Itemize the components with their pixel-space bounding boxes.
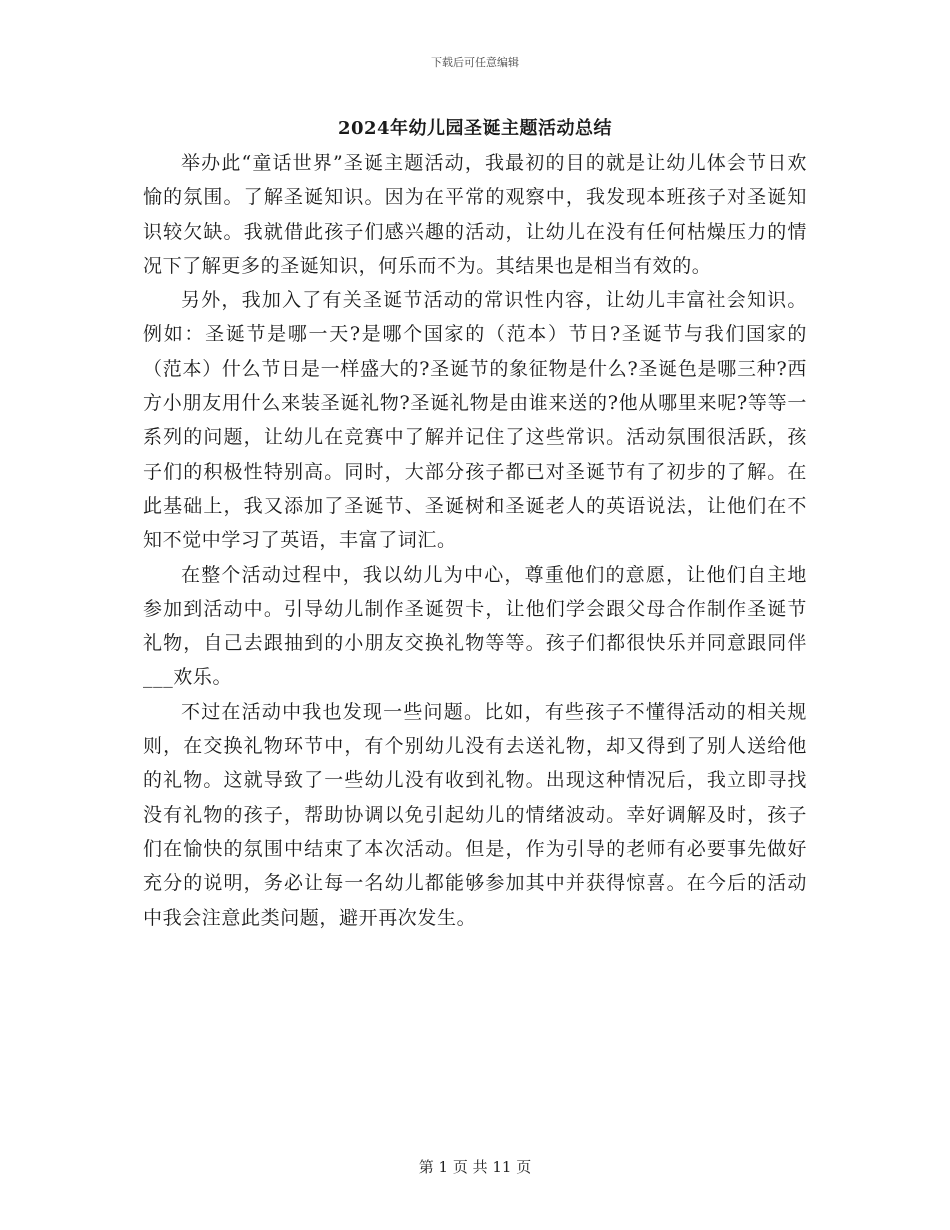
paragraph-1: 举办此“童话世界”圣诞主题活动，我最初的目的就是让幼儿体会节日欢愉的氛围。了解圣诞知识。因为在平常的观察中，我发现本班孩子对圣诞知识较欠缺。我就借此孩子们感兴趣的活动，让幼儿在没有任何枯燥压力的情况下了解更多的圣诞知识，何乐而不为。其结果也是相当有效的。	[143, 152, 807, 277]
document-title: 2024年幼儿园圣诞主题活动总结	[337, 118, 613, 139]
paragraph-2: 另外，我加入了有关圣诞节活动的常识性内容，让幼儿丰富社会知识。例如：圣诞节是哪一天?是哪个国家的（范本）节日?圣诞节与我们国家的（范本）什么节日是一样盛大的?圣诞节的象征物是什么?圣诞色是哪三种?西方小朋友用什么来装圣诞礼物?圣诞礼物是由谁来送的?他从哪里来呢?等等一系列的问题，让幼儿在竞赛中了解并记住了这些常识。活动氛围很活跃，孩子们的积极性特别高。同时，大部分孩子都已对圣诞节有了初步的了解。在此基础上，我又添加了圣诞节、圣诞树和圣诞老人的英语说法，让他们在不知不觉中学习了英语，丰富了词汇。	[143, 289, 807, 552]
paragraph-4: 不过在活动中我也发现一些问题。比如，有些孩子不懂得活动的相关规则，在交换礼物环节中，有个别幼儿没有去送礼物，却又得到了别人送给他的礼物。这就导致了一些幼儿没有收到礼物。出现这种情况后，我立即寻找没有礼物的孩子，帮助协调以免引起幼儿的情绪波动。幸好调解及时，孩子们在愉快的氛围中结束了本次活动。但是，作为引导的老师有必要事先做好充分的说明，务必让每一名幼儿都能够参加其中并获得惊喜。在今后的活动中我会注意此类问题，避开再次发生。	[143, 700, 807, 929]
paragraph-3: 在整个活动过程中，我以幼儿为中心，尊重他们的意愿，让他们自主地参加到活动中。引导幼儿制作圣诞贺卡，让他们学会跟父母合作制作圣诞节礼物，自己去跟抽到的小朋友交换礼物等等。孩子们都很快乐并同意跟同伴___欢乐。	[143, 563, 807, 689]
document-body	[143, 146, 807, 935]
download-editable-note: 下载后可任意编辑	[431, 56, 519, 69]
page-number: 第 1 页 共 11 页	[418, 1158, 532, 1176]
